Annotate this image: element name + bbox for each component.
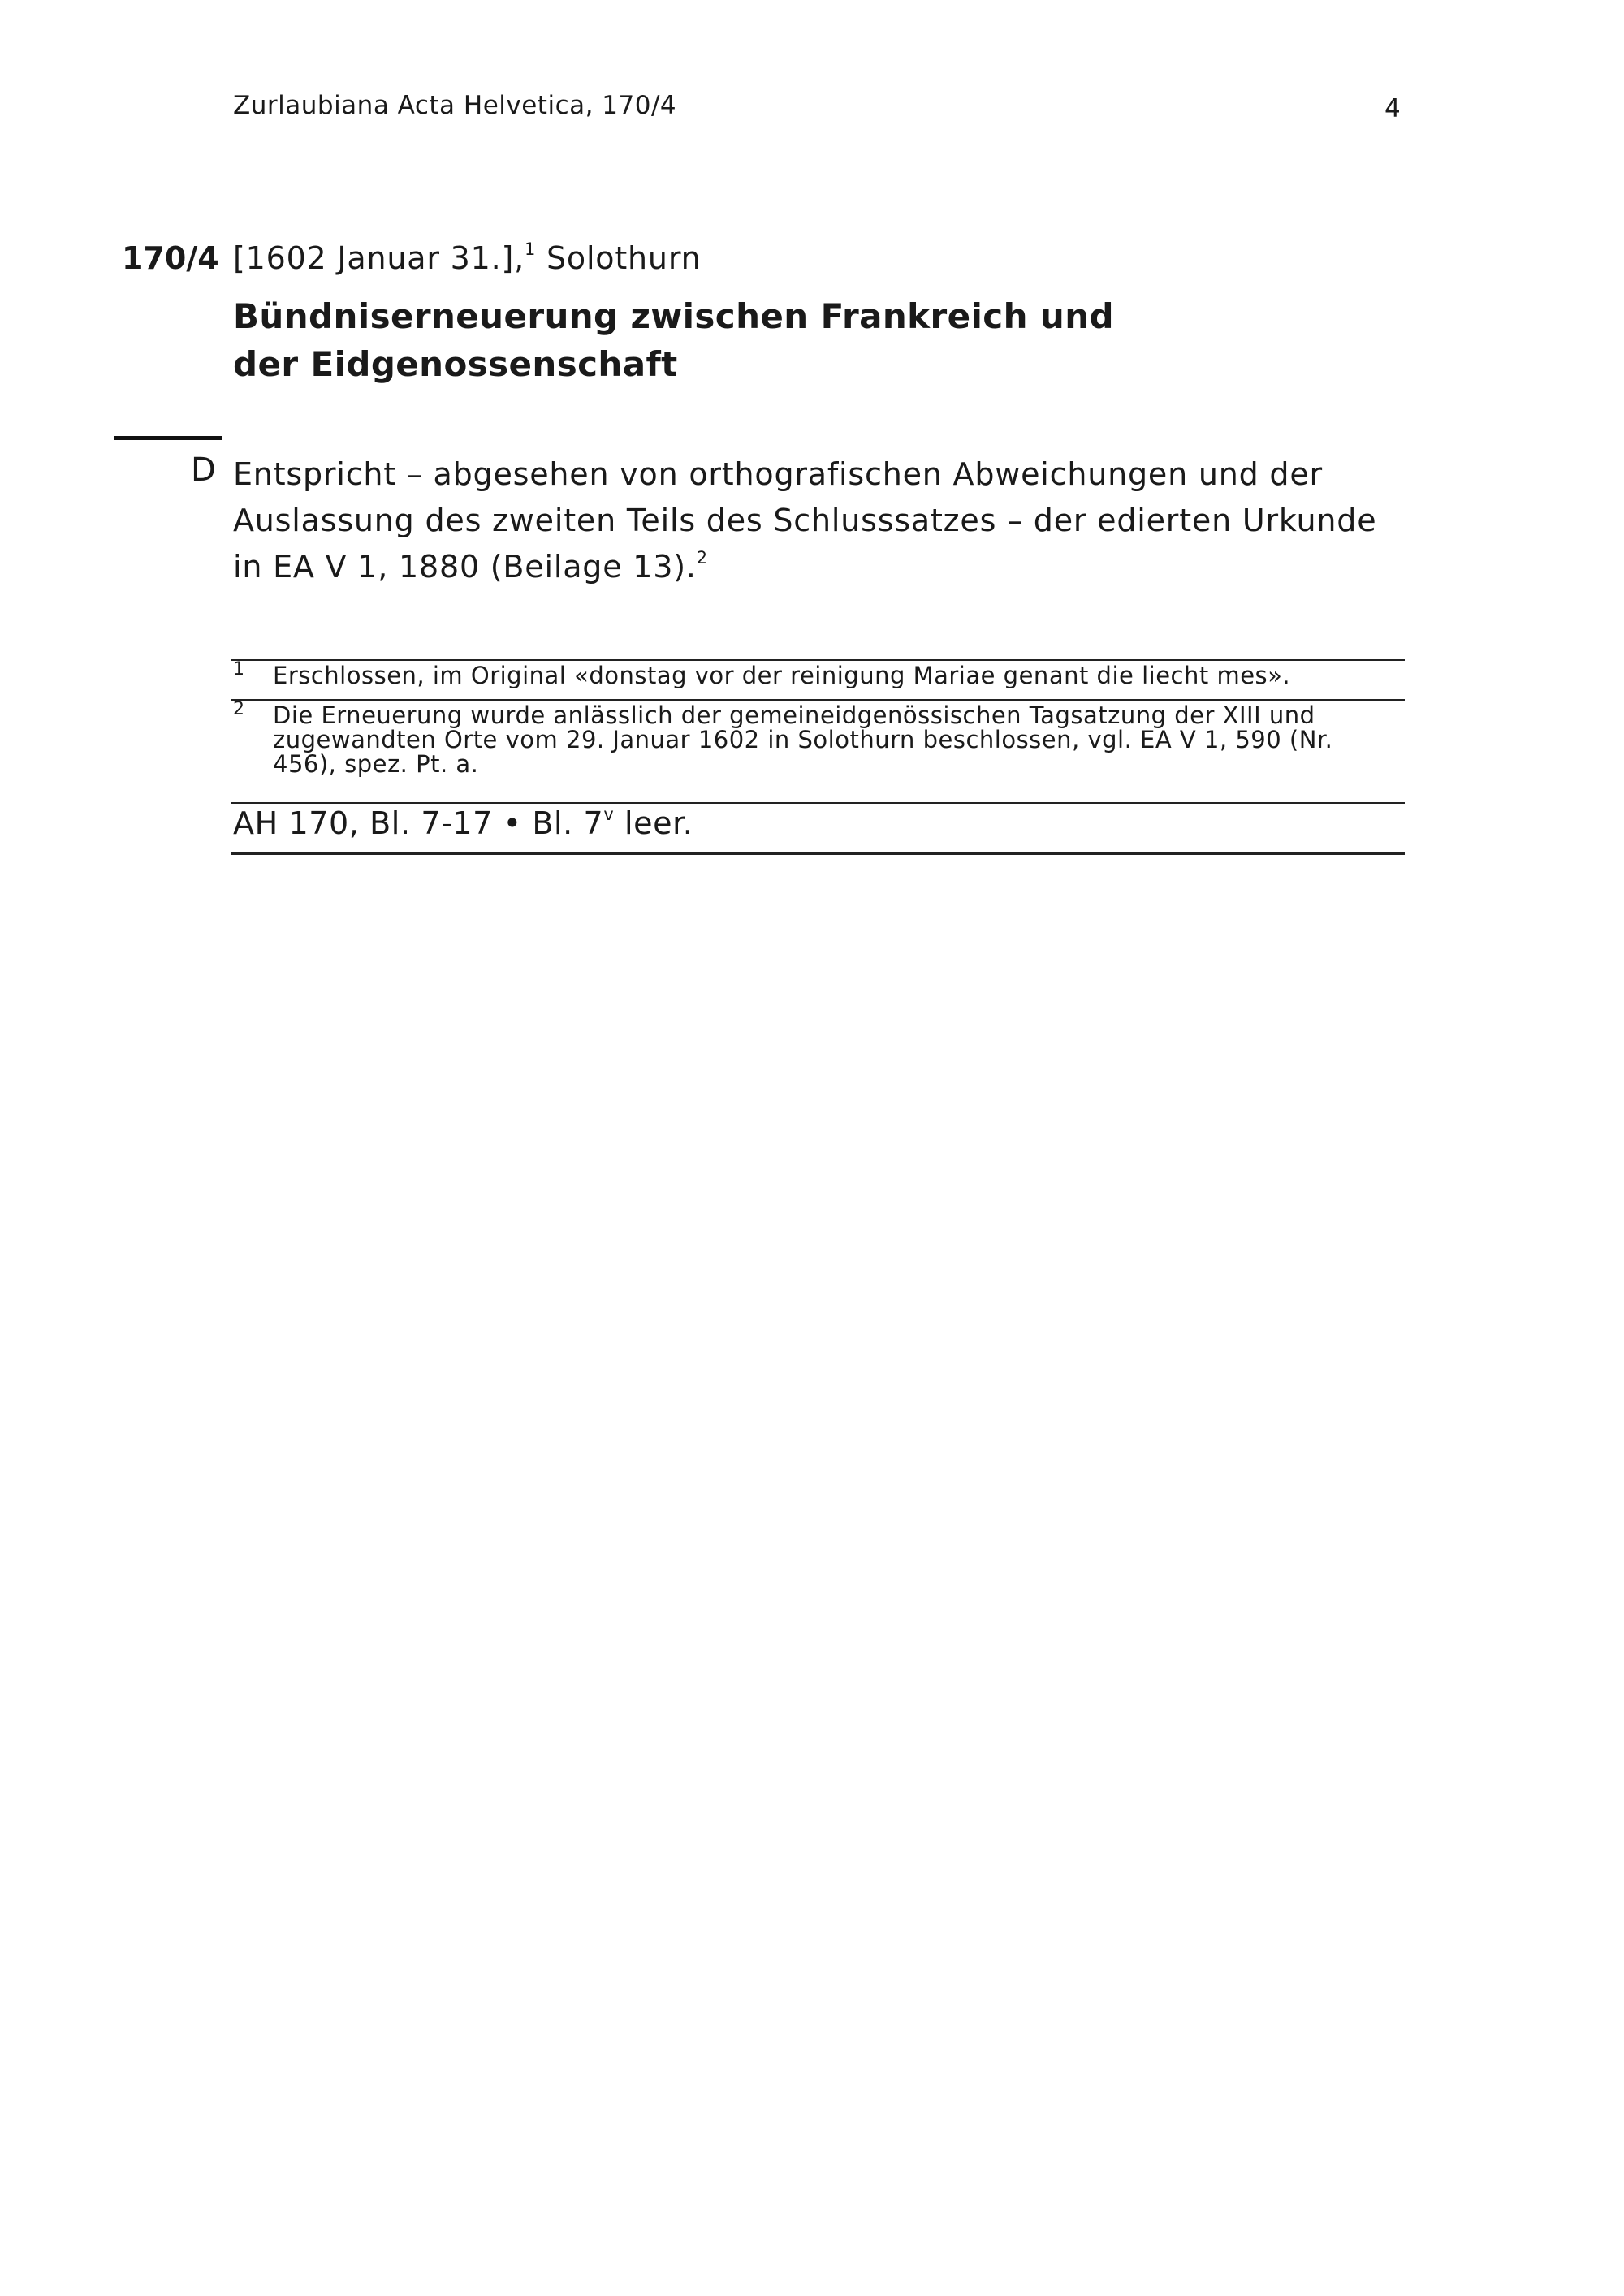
footnote-rule-top bbox=[231, 659, 1405, 661]
date-place-line bbox=[233, 240, 701, 276]
section-d-marker: D bbox=[191, 451, 216, 489]
document-number: 170/4 bbox=[122, 240, 219, 276]
section-d-body: Entspricht – abgesehen von orthografischen Abweichungen und der Auslassung des zweiten Teils des Schlusssatzes – der edierten Urkunde in EA V 1, 1880 (Beilage 13). bbox=[233, 456, 1377, 585]
date: [1602 Januar 31.], bbox=[233, 240, 525, 276]
source-rule-bottom bbox=[231, 852, 1405, 855]
source-rule-top bbox=[231, 802, 1405, 804]
footnote-mark-1: 1 bbox=[233, 659, 244, 680]
footnote-mark-2: 2 bbox=[233, 699, 244, 719]
footnote-ref-1: 1 bbox=[525, 240, 537, 260]
page-number: 4 bbox=[1384, 94, 1401, 123]
document-heading: Bündniserneuerung zwischen Frankreich und der Eidgenossenschaft bbox=[233, 296, 1114, 384]
source-suffix: leer. bbox=[614, 805, 693, 841]
section-d-text bbox=[233, 451, 1410, 590]
running-header: Zurlaubiana Acta Helvetica, 170/4 bbox=[233, 91, 677, 120]
source-reference bbox=[233, 805, 693, 841]
footnote-rule-middle bbox=[231, 699, 1405, 701]
footnote-2: Die Erneuerung wurde anlässlich der gemeineidgenössischen Tagsatzung der XIII und zugewandten Orte vom 29. Januar 1602 in Solothurn beschlossen, vgl. EA V 1, 590 (Nr. 456), spez. Pt. a. bbox=[273, 701, 1333, 778]
source-verso-mark: v bbox=[603, 805, 615, 825]
footnote-ref-2: 2 bbox=[696, 548, 708, 568]
place: Solothurn bbox=[536, 240, 702, 276]
source-prefix: AH 170, Bl. 7-17 • Bl. 7 bbox=[233, 805, 604, 841]
footnote-1: Erschlossen, im Original «donstag vor der reinigung Mariae genant die liecht mes». bbox=[273, 662, 1291, 689]
section-divider bbox=[114, 436, 222, 440]
